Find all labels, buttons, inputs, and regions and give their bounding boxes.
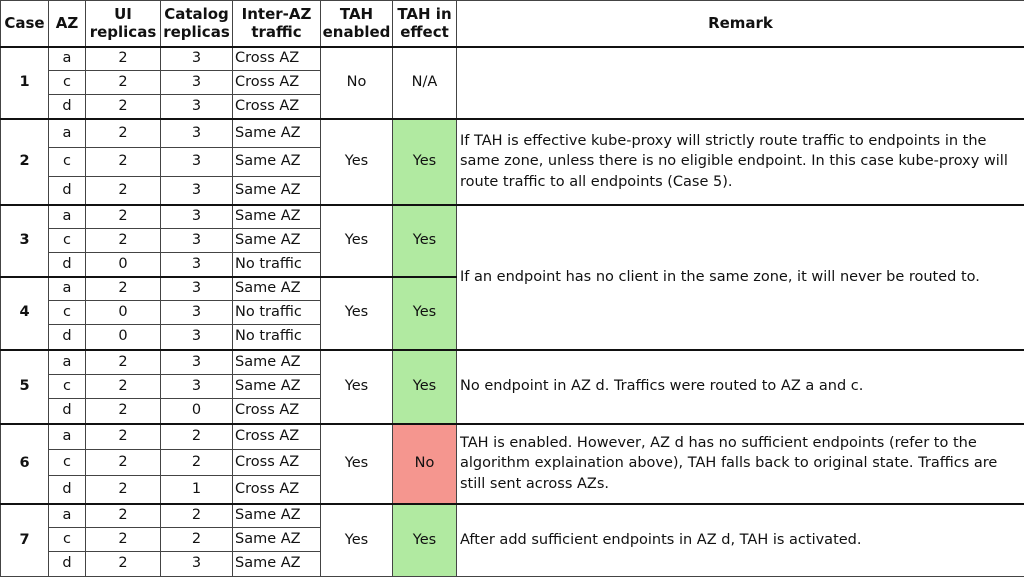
case-number: 3 [1,205,49,277]
az-cell: d [49,552,86,577]
catalog-replicas-cell: 3 [161,375,233,399]
inter-az-traffic-cell: Cross AZ [233,424,321,450]
remark-cell: No endpoint in AZ d. Traffics were routed to AZ a and c. [457,350,1024,424]
tah-in-effect-badge: Yes [393,119,457,205]
az-cell: a [49,504,86,528]
catalog-replicas-cell: 3 [161,350,233,375]
az-cell: c [49,229,86,253]
inter-az-traffic-cell: Cross AZ [233,476,321,504]
table-row [1,424,1024,450]
inter-az-traffic-cell: Cross AZ [233,450,321,476]
ui-replicas-cell: 2 [86,504,161,528]
inter-az-traffic-cell: Cross AZ [233,71,321,95]
inter-az-traffic-cell: Cross AZ [233,47,321,71]
header-row [1,1,1024,47]
catalog-replicas-cell: 2 [161,528,233,552]
header-case: Case [1,1,49,47]
header-ui-replicas: UI replicas [86,1,161,47]
catalog-replicas-cell: 3 [161,71,233,95]
remark-cell: TAH is enabled. However, AZ d has no sufficient endpoints (refer to the algorithm explaination above), TAH falls back to original state. Traffics are still sent across AZs. [457,424,1024,504]
catalog-replicas-cell: 3 [161,301,233,325]
catalog-replicas-cell: 3 [161,229,233,253]
header-tah-in-effect: TAH in effect [393,1,457,47]
ui-replicas-cell: 2 [86,119,161,148]
table-row [1,350,1024,375]
table-row [1,504,1024,528]
catalog-replicas-cell: 3 [161,95,233,119]
ui-replicas-cell: 2 [86,424,161,450]
inter-az-traffic-cell: Same AZ [233,177,321,205]
remark-cell [457,47,1024,119]
catalog-replicas-cell: 3 [161,119,233,148]
ui-replicas-cell: 0 [86,253,161,277]
header-az: AZ [49,1,86,47]
az-cell: a [49,47,86,71]
ui-replicas-cell: 2 [86,399,161,424]
az-cell: a [49,205,86,229]
inter-az-traffic-cell: Same AZ [233,528,321,552]
remark-cell: If TAH is effective kube-proxy will strictly route traffic to endpoints in the same zone, unless there is no eligible endpoint. In this case kube-proxy will route traffic to all endpoints (Case 5). [457,119,1024,205]
catalog-replicas-cell: 3 [161,148,233,177]
catalog-replicas-cell: 2 [161,504,233,528]
catalog-replicas-cell: 3 [161,253,233,277]
ui-replicas-cell: 2 [86,450,161,476]
ui-replicas-cell: 0 [86,325,161,350]
inter-az-traffic-cell: Cross AZ [233,399,321,424]
inter-az-traffic-cell: Same AZ [233,119,321,148]
az-cell: a [49,277,86,301]
tah-enabled-cell: Yes [321,205,393,277]
remark-cell: After add sufficient endpoints in AZ d, TAH is activated. [457,504,1024,577]
tah-in-effect-badge: Yes [393,350,457,424]
header-tah-enabled: TAH enabled [321,1,393,47]
tah-in-effect-badge: Yes [393,504,457,577]
case-number: 2 [1,119,49,205]
az-cell: a [49,424,86,450]
az-cell: d [49,476,86,504]
ui-replicas-cell: 2 [86,71,161,95]
tah-in-effect-badge: N/A [393,47,457,119]
az-cell: d [49,95,86,119]
az-cell: c [49,450,86,476]
az-cell: d [49,253,86,277]
catalog-replicas-cell: 3 [161,47,233,71]
catalog-replicas-cell: 3 [161,177,233,205]
case-number: 1 [1,47,49,119]
ui-replicas-cell: 2 [86,95,161,119]
inter-az-traffic-cell: Same AZ [233,350,321,375]
az-cell: d [49,399,86,424]
inter-az-traffic-cell: Same AZ [233,205,321,229]
catalog-replicas-cell: 3 [161,277,233,301]
ui-replicas-cell: 2 [86,148,161,177]
ui-replicas-cell: 2 [86,350,161,375]
inter-az-traffic-cell: Same AZ [233,277,321,301]
tah-enabled-cell: No [321,47,393,119]
ui-replicas-cell: 2 [86,375,161,399]
ui-replicas-cell: 2 [86,528,161,552]
ui-replicas-cell: 2 [86,229,161,253]
case-number: 5 [1,350,49,424]
az-cell: c [49,301,86,325]
tah-enabled-cell: Yes [321,277,393,350]
tah-enabled-cell: Yes [321,424,393,504]
ui-replicas-cell: 2 [86,47,161,71]
case-number: 6 [1,424,49,504]
inter-az-traffic-cell: Same AZ [233,504,321,528]
ui-replicas-cell: 2 [86,552,161,577]
table-row [1,119,1024,148]
inter-az-traffic-cell: No traffic [233,325,321,350]
az-cell: d [49,177,86,205]
inter-az-traffic-cell: Cross AZ [233,95,321,119]
inter-az-traffic-cell: Same AZ [233,375,321,399]
table-row [1,47,1024,71]
az-cell: c [49,528,86,552]
table-row [1,205,1024,229]
ui-replicas-cell: 2 [86,205,161,229]
tah-enabled-cell: Yes [321,504,393,577]
catalog-replicas-cell: 3 [161,325,233,350]
tah-in-effect-badge: Yes [393,277,457,350]
tah-enabled-cell: Yes [321,119,393,205]
header-remark: Remark [457,1,1024,47]
catalog-replicas-cell: 3 [161,552,233,577]
ui-replicas-cell: 2 [86,476,161,504]
az-cell: a [49,119,86,148]
tah-enabled-cell: Yes [321,350,393,424]
catalog-replicas-cell: 1 [161,476,233,504]
catalog-replicas-cell: 0 [161,399,233,424]
remark-cell: If an endpoint has no client in the same zone, it will never be routed to. [457,205,1024,350]
catalog-replicas-cell: 3 [161,205,233,229]
inter-az-traffic-cell: No traffic [233,253,321,277]
ui-replicas-cell: 2 [86,277,161,301]
az-cell: d [49,325,86,350]
tah-in-effect-badge: Yes [393,205,457,277]
inter-az-traffic-cell: Same AZ [233,552,321,577]
catalog-replicas-cell: 2 [161,424,233,450]
catalog-replicas-cell: 2 [161,450,233,476]
inter-az-traffic-cell: Same AZ [233,229,321,253]
az-cell: c [49,375,86,399]
case-number: 4 [1,277,49,350]
inter-az-traffic-cell: Same AZ [233,148,321,177]
ui-replicas-cell: 2 [86,177,161,205]
az-cell: c [49,148,86,177]
header-catalog-replicas: Catalog replicas [161,1,233,47]
az-cell: c [49,71,86,95]
inter-az-traffic-cell: No traffic [233,301,321,325]
tah-in-effect-badge: No [393,424,457,504]
az-cell: a [49,350,86,375]
case-number: 7 [1,504,49,577]
header-inter-az-traffic: Inter-AZ traffic [233,1,321,47]
ui-replicas-cell: 0 [86,301,161,325]
